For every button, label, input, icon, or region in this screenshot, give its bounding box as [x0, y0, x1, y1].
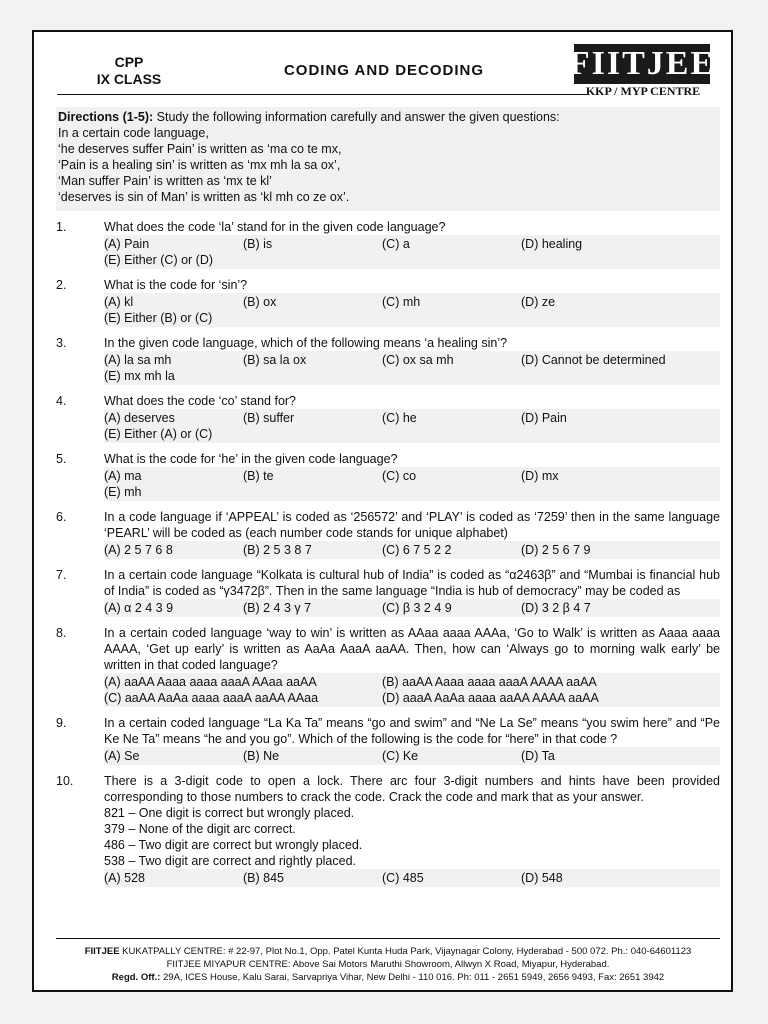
question-text: There is a 3-digit code to open a lock. There arc four 3-digit numbers and hints have been provided corresponding to those numbers to crack the code. Crack the code and mark that as your answer. [104, 774, 720, 804]
answer-option: (D) 3 2 β 4 7 [521, 601, 591, 615]
answer-option: (D) mx [521, 469, 559, 483]
footer-brand: FIITJEE [84, 946, 120, 957]
question-item [56, 277, 720, 327]
question-list [56, 219, 720, 887]
question-number: 3. [56, 336, 67, 350]
question-item [56, 393, 720, 443]
question-item [56, 219, 720, 269]
answer-options [104, 467, 720, 501]
question-row [56, 509, 720, 541]
cpp-label: CPP [114, 54, 144, 70]
answer-option: (B) suffer [243, 411, 295, 425]
answer-options [104, 235, 720, 269]
question-text: What does the code ‘la’ stand for in the given code language? [104, 220, 446, 234]
answer-option: (A) 528 [104, 871, 145, 885]
fiitjee-logo: FIITJEE [568, 45, 716, 82]
question-item [56, 335, 720, 385]
answer-options [104, 673, 720, 707]
question-row [56, 567, 720, 599]
answer-options [104, 869, 720, 887]
answer-option: (B) ox [243, 295, 277, 309]
footer-miyapur: FIITJEE MIYAPUR CENTRE: Above Sai Motors Maruthi Showroom, Allwyn X Road, Miyapur, Hyderabad. [166, 959, 610, 970]
answer-option: (A) 2 5 7 6 8 [104, 543, 173, 557]
answer-option: (B) is [243, 237, 273, 251]
answer-option: (D) Ta [521, 749, 555, 763]
directions-line: ‘Man suffer Pain’ is written as ‘mx te kl’ [58, 174, 272, 188]
footer [56, 938, 720, 984]
directions-line: ‘deserves is sin of Man’ is written as ‘kl mh co ze ox’. [58, 190, 350, 204]
question-row [56, 625, 720, 673]
answer-option: (D) healing [521, 237, 583, 251]
answer-option: (D) Pain [521, 411, 567, 425]
answer-option: (D) 548 [521, 871, 563, 885]
footer-regd-label: Regd. Off.: [111, 972, 161, 983]
question-number: 4. [56, 394, 67, 408]
answer-option: (C) 6 7 5 2 2 [382, 543, 452, 557]
hint-line: 379 – None of the digit arc correct. [104, 822, 296, 836]
question-text: In a certain code language “Kolkata is cultural hub of India” is coded as “α2463β” and “Mumbai is financial hub of India” is coded as “γ3472β”. Then in the same language “India is hub of democracy” may be coded as [104, 568, 720, 598]
question-text: What is the code for ‘sin’? [104, 278, 248, 292]
class-label [89, 54, 169, 88]
answer-option: (D) aaaA AaAa aaaa aaAA AAAA aaAA [382, 691, 599, 705]
question-number: 7. [56, 568, 67, 582]
answer-option: (C) a [382, 237, 410, 251]
answer-option: (C) 485 [382, 871, 424, 885]
worksheet-page [32, 30, 733, 992]
directions-line: ‘Pain is a healing sin’ is written as ‘mx mh la sa ox’, [58, 158, 341, 172]
answer-option: (C) mh [382, 295, 421, 309]
answer-option-e: (E) mh [104, 485, 142, 499]
footer-line-3 [56, 971, 720, 984]
answer-options [104, 351, 720, 385]
directions-block [56, 107, 720, 211]
directions-text: Study the following information carefully and answer the given questions: [153, 110, 560, 124]
question-item [56, 451, 720, 501]
question-row [56, 451, 720, 467]
question-row [56, 773, 720, 805]
question-row [56, 335, 720, 351]
hint-lines [104, 805, 720, 869]
answer-option: (A) α 2 4 3 9 [104, 601, 174, 615]
answer-option: (A) Pain [104, 237, 150, 251]
answer-option: (B) aaAA Aaaa aaaa aaaA AAAA aaAA [382, 675, 597, 689]
question-number: 1. [56, 220, 67, 234]
question-item [56, 715, 720, 765]
answer-option: (C) co [382, 469, 417, 483]
answer-option: (B) 2 5 3 8 7 [243, 543, 312, 557]
question-item [56, 773, 720, 887]
directions-heading [58, 109, 718, 125]
answer-options [104, 599, 720, 617]
answer-option: (C) ox sa mh [382, 353, 454, 367]
answer-options [104, 293, 720, 327]
answer-option: (C) Ke [382, 749, 419, 763]
header-divider [57, 94, 587, 95]
question-row [56, 219, 720, 235]
question-number: 9. [56, 716, 67, 730]
answer-options [104, 747, 720, 765]
page-title: CODING AND DECODING [283, 62, 485, 79]
question-text: In a certain coded language ‘way to win’ is written as AAaa aaaa AAAa, ‘Go to Walk’ is written as Aaaa aaaa AAAA, ‘Get up early’ is written as AaAa AaaA aaAA. Then, how can ‘Always go to morning walk early’ be written in that coded language? [104, 626, 720, 672]
question-number: 6. [56, 510, 67, 524]
answer-option: (B) 845 [243, 871, 284, 885]
hint-line: 538 – Two digit are correct and rightly placed. [104, 854, 356, 868]
footer-regd-office: 29A, ICES House, Kalu Sarai, Sarvapriya Vihar, New Delhi - 110 016. Ph: 011 - 2651 5949, 2656 9493, Fax: 2651 3942 [160, 972, 665, 983]
question-row [56, 277, 720, 293]
question-text: In a certain coded language “La Ka Ta” means “go and swim” and “Ne La Se” means “you swim here” and “Pe Ke Ne Ta” means “he and you go”. Which of the following is the code for “here” in that code ? [104, 716, 720, 746]
question-row [56, 715, 720, 747]
question-text: In the given code language, which of the following means ‘a healing sin’? [104, 336, 508, 350]
question-row [56, 393, 720, 409]
answer-option: (B) te [243, 469, 274, 483]
answer-option: (A) Se [104, 749, 140, 763]
answer-option: (B) Ne [243, 749, 280, 763]
answer-option: (C) β 3 2 4 9 [382, 601, 452, 615]
answer-option-e: (E) Either (A) or (C) [104, 427, 213, 441]
answer-option: (D) ze [521, 295, 556, 309]
answer-option: (D) Cannot be determined [521, 353, 666, 367]
answer-option-e: (E) Either (C) or (D) [104, 253, 214, 267]
answer-option: (A) la sa mh [104, 353, 172, 367]
answer-option-e: (E) mx mh la [104, 369, 175, 383]
answer-options [104, 541, 720, 559]
directions-line: In a certain code language, [58, 126, 209, 140]
hint-line: 821 – One digit is correct but wrongly placed. [104, 806, 355, 820]
answer-option: (B) sa la ox [243, 353, 307, 367]
answer-option: (A) ma [104, 469, 142, 483]
answer-option: (A) deserves [104, 411, 175, 425]
footer-line-1 [56, 945, 720, 958]
centre-label: KKP / MYP CENTRE [585, 84, 701, 98]
question-number: 5. [56, 452, 67, 466]
question-number: 8. [56, 626, 67, 640]
question-number: 2. [56, 278, 67, 292]
question-item [56, 567, 720, 617]
answer-option: (A) aaAA Aaaa aaaa aaaA AAaa aaAA [104, 675, 317, 689]
question-number: 10. [56, 774, 74, 788]
answer-option: (C) aaAA AaAa aaaa aaaA aaAA AAaa [104, 691, 319, 705]
answer-option: (D) 2 5 6 7 9 [521, 543, 591, 557]
question-content [56, 107, 720, 887]
hint-line: 486 – Two digit are correct but wrongly placed. [104, 838, 363, 852]
question-text: In a code language if ‘APPEAL’ is coded as ‘256572’ and ‘PLAY’ is coded as ‘7259’ then in the same language ‘PEARL’ will be coded as (each number code stands for unique alphabet) [104, 510, 720, 540]
question-text: What is the code for ‘he’ in the given code language? [104, 452, 398, 466]
answer-options [104, 409, 720, 443]
answer-option-e: (E) Either (B) or (C) [104, 311, 213, 325]
directions-line: ‘he deserves suffer Pain’ is written as ‘ma co te mx, [58, 142, 342, 156]
question-text: What does the code ‘co’ stand for? [104, 394, 297, 408]
question-item [56, 509, 720, 559]
answer-option: (A) kl [104, 295, 134, 309]
class-name: IX CLASS [96, 71, 162, 87]
directions-label: Directions (1-5): [58, 110, 154, 124]
question-item [56, 625, 720, 707]
answer-option: (B) 2 4 3 γ 7 [243, 601, 312, 615]
footer-kukatpally: KUKATPALLY CENTRE: # 22-97, Plot No.1, Opp. Patel Kunta Huda Park, Vijaynagar Colony, Hyderabad - 500 072. Ph.: 040-64601123 [119, 946, 692, 957]
answer-option: (C) he [382, 411, 417, 425]
